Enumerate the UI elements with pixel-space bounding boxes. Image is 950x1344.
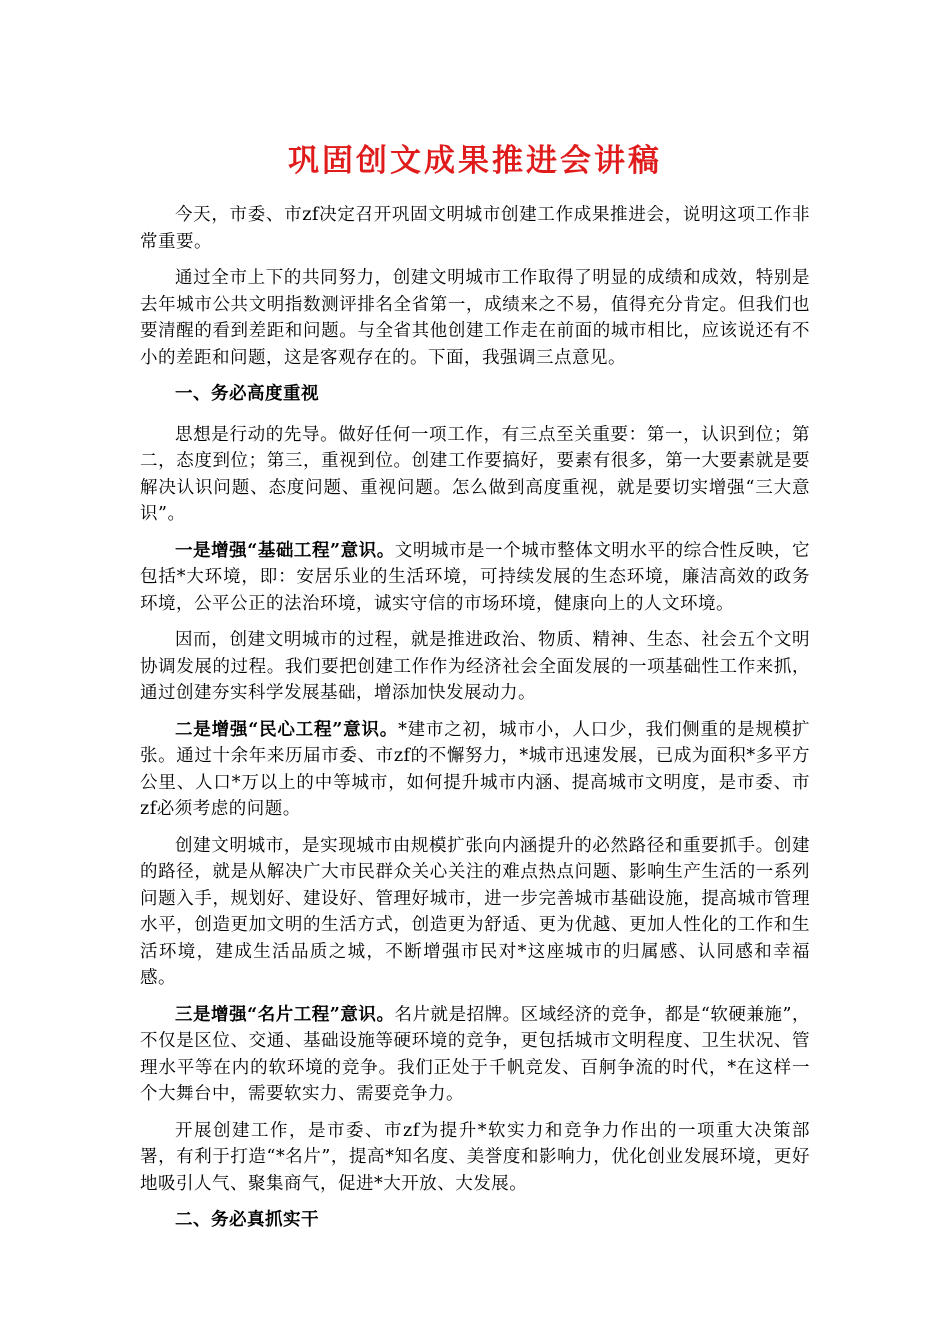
- paragraph: [140, 265, 810, 371]
- paragraph-text: 思想是行动的先导。做好任何一项工作，有三点至关重要：第一，认识到位；第二，态度到位；第三，重视到位。创建工作要搞好，要素有很多，第一大要素就是要解决认识问题、态度问题、重视问题。怎么做到高度重视，就是要切实增强“三大意识”。: [140, 424, 810, 524]
- section-heading: [140, 1207, 810, 1234]
- paragraph: [140, 538, 810, 618]
- paragraph-text: 开展创建工作，是市委、市zf为提升*软实力和竞争力作出的一项重大决策部署，有利于打造“*名片”，提高*知名度、美誉度和影响力，优化创业发展环境，更好地吸引人气、聚集商气，促进*大开放、大发展。: [140, 1120, 810, 1194]
- paragraph-lead: 二是增强“民心工程”意识。: [175, 719, 399, 740]
- paragraph-text: 文明城市是一个城市整体文明水平的综合性反映，它包括*大环境，即：安居乐业的生活环境，可持续发展的生态环境，廉洁高效的政务环境，公平公正的法治环境，诚实守信的市场环境，健康向上的人文环境。: [140, 540, 810, 614]
- paragraph: [140, 202, 810, 255]
- paragraph-text: 名片就是招牌。区域经济的竞争，都是“软硬兼施”，不仅是区位、交通、基础设施等硬环境的竞争，更包括城市文明程度、卫生状况、管理水平等在内的软环境的竞争。我们正处于千帆竞发、百舸争流的时代，*在这样一个大舞台中，需要软实力、需要竞争力。: [140, 1004, 810, 1104]
- document-title: 巩固创文成果推进会讲稿: [288, 143, 662, 179]
- paragraph: [140, 1118, 810, 1198]
- paragraph-text: 创建文明城市，是实现城市由规模扩张向内涵提升的必然路径和重要抓手。创建的路径，就是从解决广大市民群众关心关注的难点热点问题、影响生产生活的一系列问题入手，规划好、建设好、管理好城市，进一步完善城市基础设施，提高城市管理水平，创造更加文明的生活方式，创造更为舒适、更为优越、更加人性化的工作和生活环境，建成生活品质之城，不断增强市民对*这座城市的归属感、认同感和幸福感。: [140, 835, 810, 988]
- section-heading-text: 二、务必真抓实干: [175, 1210, 319, 1230]
- paragraph: [140, 833, 810, 992]
- paragraph: [140, 717, 810, 823]
- paragraph-lead: 一是增强“基础工程”意识。: [175, 540, 395, 561]
- section-heading-text: 一、务必高度重视: [175, 384, 319, 404]
- paragraph-text: 今天，市委、市zf决定召开巩固文明城市创建工作成果推进会，说明这项工作非常重要。: [140, 205, 810, 252]
- paragraph: [140, 627, 810, 707]
- paragraph-text: 因而，创建文明城市的过程，就是推进政治、物质、精神、生态、社会五个文明协调发展的过程。我们要把创建工作作为经济社会全面发展的一项基础性工作来抓，通过创建夯实科学发展基础，增添加快发展动力。: [140, 630, 810, 703]
- paragraph-lead: 三是增强“名片工程”意识。: [175, 1004, 395, 1025]
- paragraph: [140, 422, 810, 528]
- paragraph: [140, 1002, 810, 1108]
- paragraph-text: *建市之初，城市小，人口少，我们侧重的是规模扩张。通过十余年来历届市委、市zf的不懈努力，*城市迅速发展，已成为面积*多平方公里、人口*万以上的中等城市，如何提升城市内涵、提高城市文明度，是市委、市zf必须考虑的问题。: [140, 719, 810, 819]
- paragraph-text: 通过全市上下的共同努力，创建文明城市工作取得了明显的成绩和成效，特别是去年城市公共文明指数测评排名全省第一，成绩来之不易，值得充分肯定。但我们也要清醒的看到差距和问题。与全省其他创建工作走在前面的城市相比，应该说还有不小的差距和问题，这是客观存在的。下面，我强调三点意见。: [140, 268, 810, 368]
- section-heading: [140, 381, 810, 408]
